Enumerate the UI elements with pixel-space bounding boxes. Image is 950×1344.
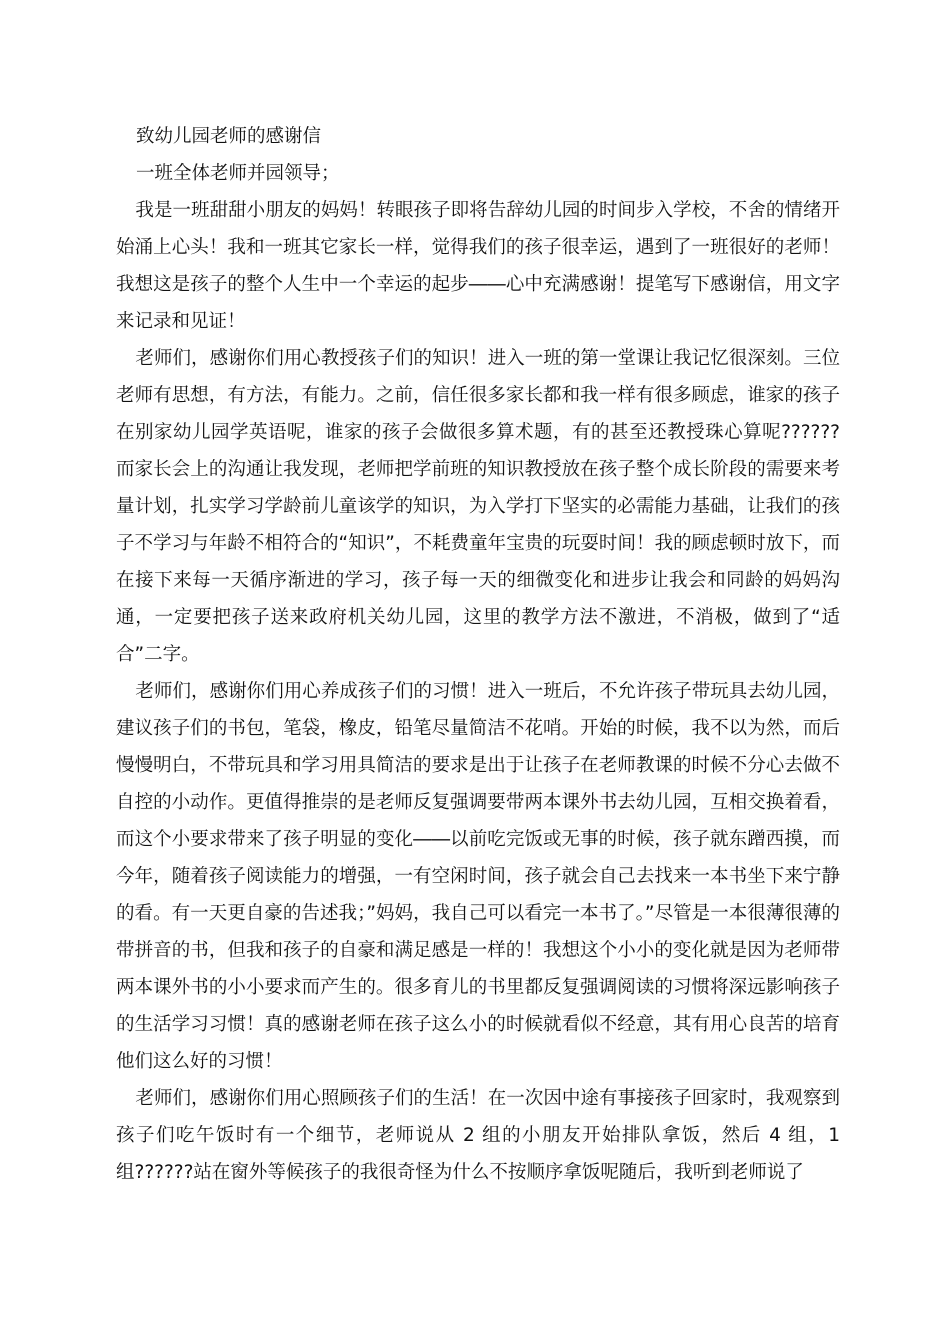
- paragraph-1: 我是一班甜甜小朋友的妈妈！转眼孩子即将告辞幼儿园的时间步入学校，不舍的情绪开始涌上心头！我和一班其它家长一样，觉得我们的孩子很幸运，遇到了一班很好的老师！我想这是孩子的整个人生中一个幸运的起步――心中充满感谢！提笔写下感谢信，用文字来记录和见证！: [116, 200, 840, 332]
- paragraph-2: 老师们，感谢你们用心教授孩子们的知识！进入一班的第一堂课让我记忆很深刻。三位老师有思想，有方法，有能力。之前，信任很多家长都和我一样有很多顾虑，谁家的孩子在别家幼儿园学英语呢，谁家的孩子会做很多算术题，有的甚至还教授珠心算呢??????而家长会上的沟通让我发现，老师把学前班的知识教授放在孩子整个成长阶段的需要来考量计划，扎实学习学龄前儿童该学的知识，为入学打下坚实的必需能力基础，让我们的孩子不学习与年龄不相符合的“知识”，不耗费童年宝贵的玩耍时间！我的顾虑顿时放下，而在接下来每一天循序渐进的学习，孩子每一天的细微变化和进步让我会和同龄的妈妈沟通，一定要把孩子送来政府机关幼儿园，这里的教学方法不激进，不消极，做到了“适合”二字。: [116, 348, 840, 665]
- letter-title: 致幼儿园老师的感谢信: [136, 126, 322, 147]
- paragraph-3: 老师们，感谢你们用心养成孩子们的习惯！进入一班后，不允许孩子带玩具去幼儿园，建议孩子们的书包，笔袋，橡皮，铅笔尽量简洁不花哨。开始的时候，我不以为然，而后慢慢明白，不带玩具和学习用具简洁的要求是出于让孩子在老师教课的时候不分心去做不自控的小动作。更值得推崇的是老师反复强调要带两本课外书去幼儿园，互相交换着看，而这个小要求带来了孩子明显的变化――以前吃完饭或无事的时候，孩子就东蹭西摸，而今年，随着孩子阅读能力的增强，一有空闲时间，孩子就会自己去找来一本书坐下来宁静的看。有一天更自豪的告述我；”妈妈，我自己可以看完一本书了。”尽管是一本很薄很薄的带拼音的书，但我和孩子的自豪和满足感是一样的！我想这个小小的变化就是因为老师带两本课外书的小小要求而产生的。很多育儿的书里都反复强调阅读的习惯将深远影响孩子的生活学习习惯！真的感谢老师在孩子这么小的时候就看似不经意，其有用心良苦的培育他们这么好的习惯！: [116, 681, 840, 1072]
- paragraph-4: 老师们，感谢你们用心照顾孩子们的生活！在一次因中途有事接孩子回家时，我观察到孩子们吃午饭时有一个细节，老师说从 2 组的小朋友开始排队拿饭，然后 4 组，1组??????站在窗外等候孩子的我很奇怪为什么不按顺序拿饭呢随后，我听到老师说了: [116, 1088, 840, 1183]
- letter-body: [116, 118, 840, 1191]
- letter-salutation: 一班全体老师并园领导；: [136, 163, 340, 184]
